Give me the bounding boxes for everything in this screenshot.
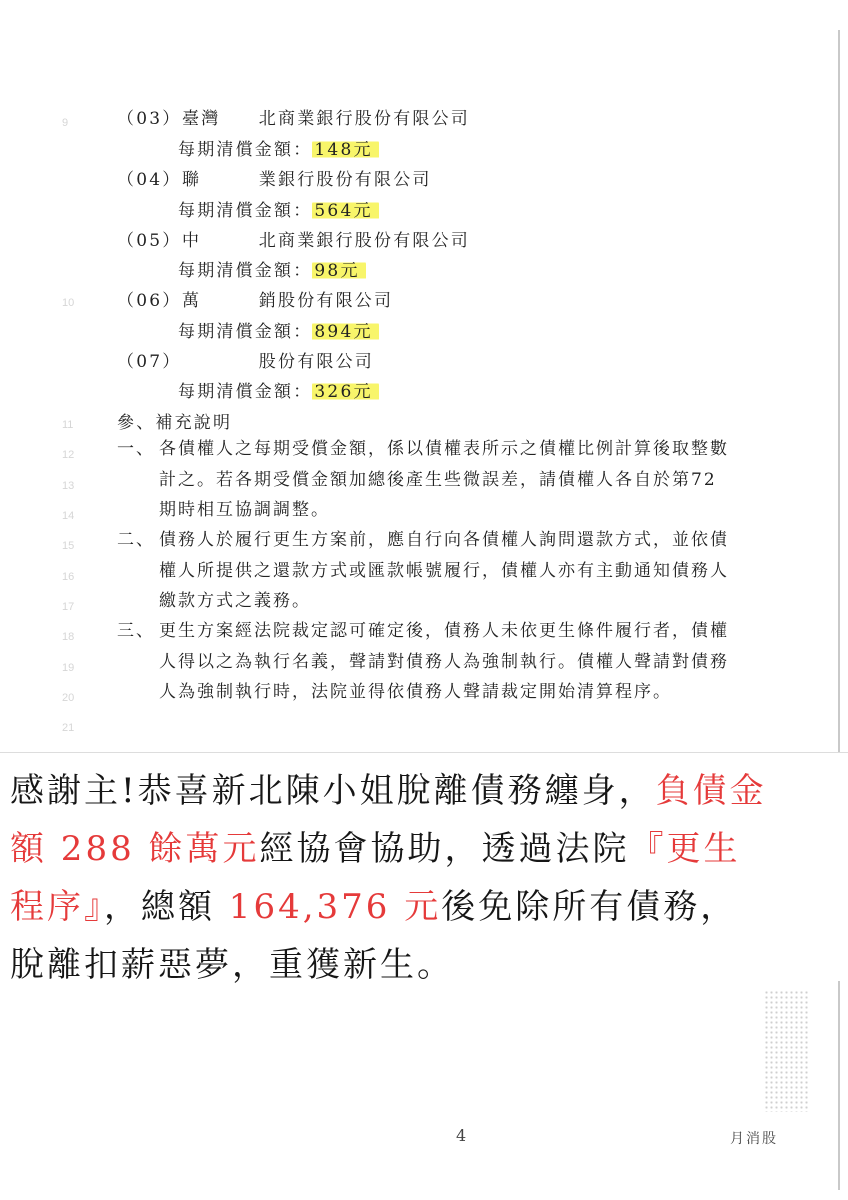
line-number: 18 <box>62 631 75 643</box>
creditor-code: （03） <box>117 109 182 129</box>
line-number: 11 <box>62 419 74 431</box>
payment-amount: 98元 <box>312 261 365 281</box>
announcement-part: ，總額 <box>104 887 215 927</box>
item-number: 二、 <box>117 530 155 550</box>
payment-line <box>178 256 366 281</box>
creditor-code: （06） <box>117 291 182 311</box>
item-number: 一、 <box>117 439 155 459</box>
payment-line <box>178 135 379 160</box>
line-number: 13 <box>62 480 75 492</box>
section-item <box>117 616 732 708</box>
line-number: 9 <box>62 117 69 129</box>
line-number: 19 <box>62 662 75 674</box>
announcement-part: 經協會協助，透過法院 <box>259 829 630 869</box>
total-amount: 164,376 元 <box>215 887 442 927</box>
payment-label: 每期清償金額： <box>178 201 313 221</box>
faded-stamp <box>764 990 808 1112</box>
announcement-part: 後免除所有債務，脫離扣薪惡夢，重獲新生。 <box>10 887 738 985</box>
debt-amount: 負債金額 288 餘萬元 <box>10 771 767 869</box>
creditor-name: 萬 銷股份有限公司 <box>182 291 394 311</box>
payment-label: 每期清償金額： <box>178 382 313 402</box>
section-item <box>117 525 732 617</box>
item-text: 債務人於履行更生方案前，應自行向各債權人詢問還款方式，並依債權人所提供之還款方式或匯款帳號履行，債權人亦有主動通知債務人繳款方式之義務。 <box>159 530 729 611</box>
payment-line <box>178 317 379 342</box>
announcement-part: 感謝主!恭喜新北陳小姐脫離債務纏身， <box>10 771 656 811</box>
footer-label: 月消股 <box>730 1131 778 1147</box>
line-number: 15 <box>62 540 75 552</box>
line-number: 21 <box>62 722 75 734</box>
item-text: 更生方案經法院裁定認可確定後，債務人未依更生條件履行者，債權人得以之為執行名義，聲請對債務人為強制執行。債權人聲請對債務人為強制執行時，法院並得依債務人聲請裁定開始清算程序。 <box>159 621 729 702</box>
payment-label: 每期清償金額： <box>178 140 313 160</box>
creditor-name: 聯 業銀行股份有限公司 <box>182 170 432 190</box>
payment-line <box>178 196 379 221</box>
creditor-name: 股份有限公司 <box>182 352 374 372</box>
announcement-text <box>10 762 770 994</box>
item-number: 三、 <box>117 621 155 641</box>
section-item <box>117 434 732 526</box>
procedure-name: 『更生程序』 <box>10 829 741 927</box>
line-number: 12 <box>62 449 75 461</box>
payment-label: 每期清償金額： <box>178 322 313 342</box>
line-number: 14 <box>62 510 75 522</box>
section-title: 參、補充說明 <box>117 413 233 433</box>
payment-label: 每期清償金額： <box>178 261 313 281</box>
creditor-name: 中 北商業銀行股份有限公司 <box>182 231 470 251</box>
line-number: 17 <box>62 601 75 613</box>
creditor-name: 臺灣 北商業銀行股份有限公司 <box>182 109 470 129</box>
payment-amount: 326元 <box>312 382 378 402</box>
payment-amount: 564元 <box>312 201 378 221</box>
creditor-code: （07） <box>117 352 182 372</box>
creditor-code: （04） <box>117 170 182 190</box>
line-number: 10 <box>62 297 75 309</box>
payment-amount: 894元 <box>312 322 378 342</box>
item-text: 各債權人之每期受償金額，係以債權表所示之債權比例計算後取整數計之。若各期受償金額加總後產生些微誤差，請債權人各自於第72期時相互協調調整。 <box>159 439 729 520</box>
creditor-code: （05） <box>117 231 182 251</box>
payment-line <box>178 377 379 402</box>
line-number: 20 <box>62 692 75 704</box>
payment-amount: 148元 <box>312 140 378 160</box>
page-number: 4 <box>456 1126 467 1145</box>
line-number: 16 <box>62 571 75 583</box>
page-right-border <box>838 30 840 1190</box>
